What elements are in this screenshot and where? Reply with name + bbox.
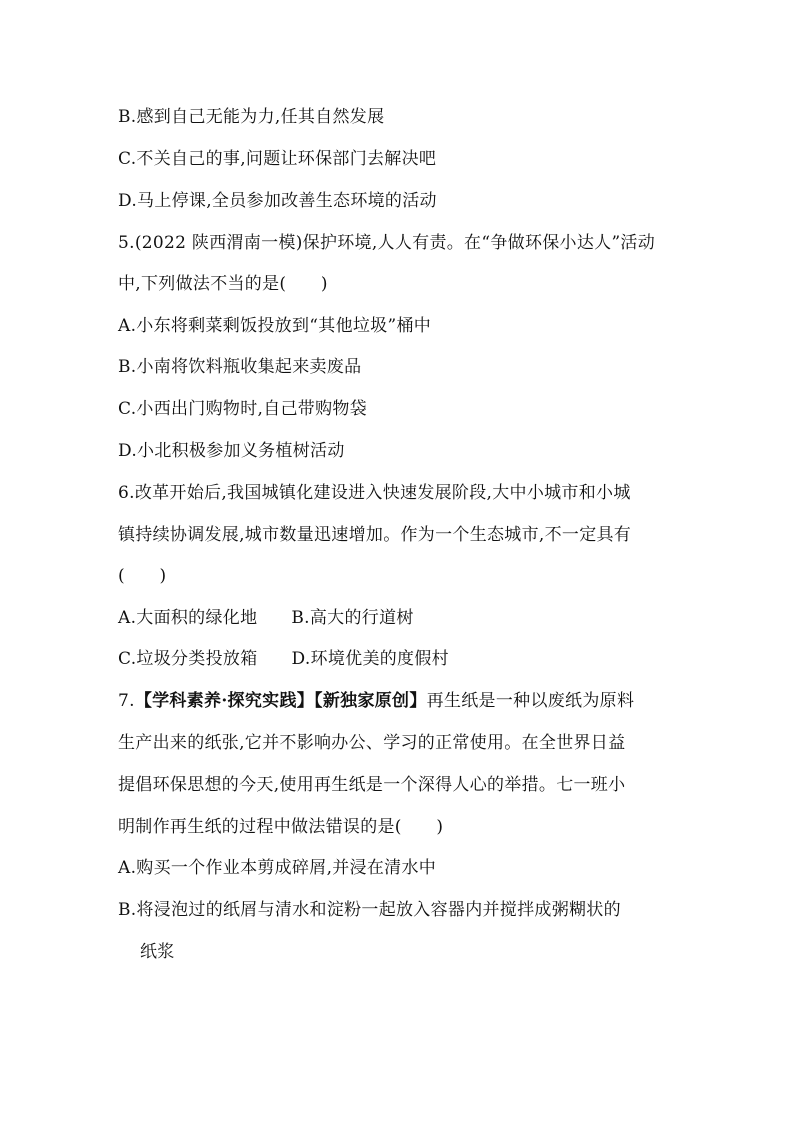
q6-option-a: A.大面积的绿化地 [118,608,258,628]
q4-option-c: C.不关自己的事,问题让环保部门去解决吧 [118,149,437,169]
q5-option-b: B.小南将饮料瓶收集起来卖废品 [118,357,362,377]
q7-tag-original: 【新独家原创】 [314,691,427,711]
q7-option-a: A.购买一个作业本剪成碎屑,并浸在清水中 [118,858,437,878]
q7-stem-line-4: 明制作再生纸的过程中做法错误的是( ) [118,817,444,837]
q6-option-c: C.垃圾分类投放箱 [118,649,258,669]
q7-tag-literacy: 【学科素养·探究实践】 [134,691,315,711]
q6-options-row-2 [118,647,449,671]
q6-stem-line-2: 镇持续协调发展,城市数量迅速增加。作为一个生态城市,不一定具有 [118,525,632,545]
q6-option-b: B.高大的行道树 [291,608,414,628]
q5-option-d: D.小北积极参加义务植树活动 [118,441,345,461]
q6-stem-line-3: ( ) [118,566,167,586]
q7-option-b-line-2: 纸浆 [140,942,175,962]
q7-number: 7. [118,691,135,711]
q7-option-b-line-1: B.将浸泡过的纸屑与清水和淀粉一起放入容器内并搅拌成粥糊状的 [118,900,621,920]
q6-option-d: D.环境优美的度假村 [291,649,449,669]
q6-options-row-1 [118,606,414,630]
q7-stem-line-2: 生产出来的纸张,它并不影响办公、学习的正常使用。在全世界日益 [118,733,626,753]
q7-stem-text: 再生纸是一种以废纸为原料 [426,691,635,711]
q4-option-d: D.马上停课,全员参加改善生态环境的活动 [118,191,437,211]
q7-stem-line-1 [118,689,634,713]
q5-stem-line-1: 5.(2022 陕西渭南一模)保护环境,人人有责。在“争做环保小达人”活动 [118,233,656,253]
q5-option-a: A.小东将剩菜剩饭投放到“其他垃圾”桶中 [118,316,432,336]
q5-stem-line-2: 中,下列做法不当的是( ) [118,274,328,294]
q7-stem-line-3: 提倡环保思想的今天,使用再生纸是一个深得人心的举措。七一班小 [118,775,626,795]
q4-option-b: B.感到自己无能为力,任其自然发展 [118,107,385,127]
q6-stem-line-1: 6.改革开始后,我国城镇化建设进入快速发展阶段,大中小城市和小城 [118,483,631,503]
q5-option-c: C.小西出门购物时,自己带购物袋 [118,399,368,419]
